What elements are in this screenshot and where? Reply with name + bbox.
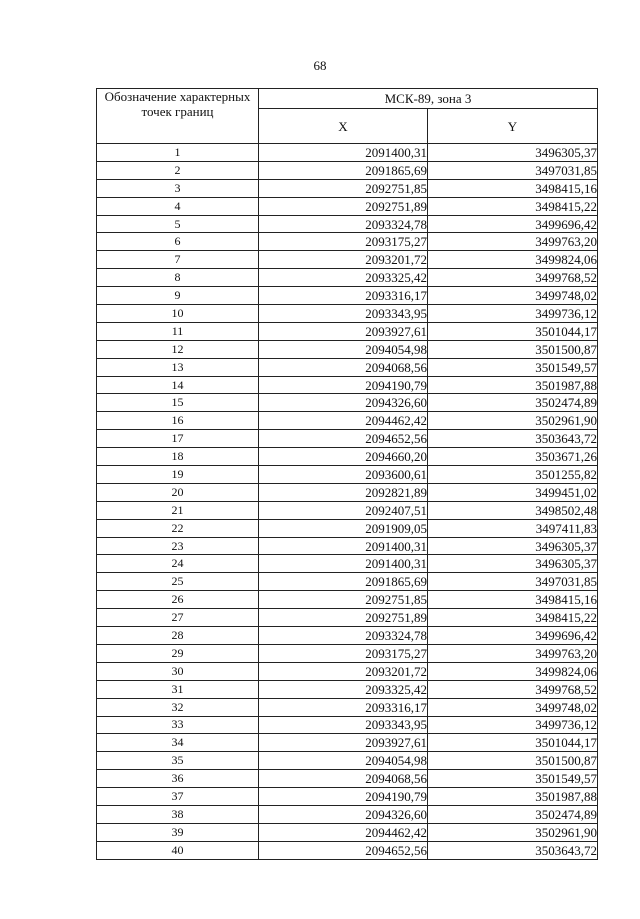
table-row — [97, 483, 598, 501]
table-row — [97, 609, 598, 627]
y-coordinate-cell: 3497411,83 — [428, 519, 598, 537]
table-row — [97, 537, 598, 555]
x-coordinate-cell: 2093343,95 — [259, 716, 428, 734]
y-coordinate-cell: 3498415,22 — [428, 609, 598, 627]
y-coordinate-cell: 3496305,37 — [428, 144, 598, 162]
point-number-cell: 31 — [97, 680, 259, 698]
table-row — [97, 269, 598, 287]
x-coordinate-cell: 2094652,56 — [259, 430, 428, 448]
x-coordinate-cell: 2093927,61 — [259, 734, 428, 752]
x-coordinate-cell: 2094326,60 — [259, 394, 428, 412]
table-row — [97, 340, 598, 358]
y-coordinate-cell: 3499768,52 — [428, 269, 598, 287]
point-number-cell: 9 — [97, 287, 259, 305]
x-coordinate-cell: 2094190,79 — [259, 788, 428, 806]
y-coordinate-cell: 3499824,06 — [428, 251, 598, 269]
y-coordinate-cell: 3499763,20 — [428, 644, 598, 662]
y-coordinate-cell: 3496305,37 — [428, 537, 598, 555]
x-coordinate-cell: 2093927,61 — [259, 322, 428, 340]
table-row — [97, 788, 598, 806]
table-row — [97, 752, 598, 770]
point-number-cell: 12 — [97, 340, 259, 358]
x-coordinate-cell: 2094068,56 — [259, 770, 428, 788]
x-coordinate-cell: 2093324,78 — [259, 627, 428, 645]
y-coordinate-cell: 3499696,42 — [428, 627, 598, 645]
x-coordinate-cell: 2092751,89 — [259, 197, 428, 215]
table-row — [97, 805, 598, 823]
y-coordinate-cell: 3501987,88 — [428, 788, 598, 806]
x-coordinate-cell: 2093343,95 — [259, 305, 428, 323]
point-number-cell: 5 — [97, 215, 259, 233]
table-row — [97, 644, 598, 662]
point-designation-header: Обозначение характерных точек границ — [97, 89, 259, 144]
y-coordinate-cell: 3502474,89 — [428, 394, 598, 412]
table-row — [97, 251, 598, 269]
y-coordinate-cell: 3499768,52 — [428, 680, 598, 698]
point-number-cell: 24 — [97, 555, 259, 573]
point-number-cell: 18 — [97, 448, 259, 466]
point-number-cell: 17 — [97, 430, 259, 448]
x-coordinate-cell: 2092407,51 — [259, 501, 428, 519]
point-number-cell: 19 — [97, 466, 259, 484]
point-number-cell: 38 — [97, 805, 259, 823]
table-row — [97, 716, 598, 734]
point-number-cell: 39 — [97, 823, 259, 841]
point-number-cell: 37 — [97, 788, 259, 806]
y-coordinate-cell: 3502961,90 — [428, 412, 598, 430]
point-number-cell: 33 — [97, 716, 259, 734]
point-number-cell: 26 — [97, 591, 259, 609]
table-row — [97, 161, 598, 179]
table-row — [97, 555, 598, 573]
table-header — [97, 89, 598, 144]
point-number-cell: 2 — [97, 161, 259, 179]
table-row — [97, 412, 598, 430]
point-number-cell: 11 — [97, 322, 259, 340]
point-number-cell: 34 — [97, 734, 259, 752]
y-coordinate-cell: 3497031,85 — [428, 161, 598, 179]
x-coordinate-cell: 2094652,56 — [259, 841, 428, 859]
y-coordinate-cell: 3499748,02 — [428, 698, 598, 716]
x-coordinate-cell: 2093175,27 — [259, 644, 428, 662]
y-coordinate-cell: 3501255,82 — [428, 466, 598, 484]
point-number-cell: 7 — [97, 251, 259, 269]
point-number-cell: 8 — [97, 269, 259, 287]
page-number: 68 — [313, 58, 327, 73]
table-row — [97, 591, 598, 609]
point-number-cell: 28 — [97, 627, 259, 645]
y-coordinate-cell: 3497031,85 — [428, 573, 598, 591]
x-coordinate-cell: 2093325,42 — [259, 680, 428, 698]
y-coordinate-cell: 3501549,57 — [428, 770, 598, 788]
point-number-cell: 4 — [97, 197, 259, 215]
x-coordinate-cell: 2093201,72 — [259, 251, 428, 269]
y-coordinate-cell: 3501549,57 — [428, 358, 598, 376]
table-row — [97, 144, 598, 162]
table-row — [97, 519, 598, 537]
point-number-cell: 14 — [97, 376, 259, 394]
coordinates-table — [96, 88, 598, 860]
x-coordinate-cell: 2093325,42 — [259, 269, 428, 287]
point-number-cell: 36 — [97, 770, 259, 788]
y-coordinate-cell: 3498415,22 — [428, 197, 598, 215]
y-coordinate-cell: 3501987,88 — [428, 376, 598, 394]
x-coordinate-cell: 2094054,98 — [259, 752, 428, 770]
table-row — [97, 215, 598, 233]
x-coordinate-cell: 2094054,98 — [259, 340, 428, 358]
x-coordinate-cell: 2093600,61 — [259, 466, 428, 484]
table-row — [97, 841, 598, 859]
y-coordinate-cell: 3499824,06 — [428, 662, 598, 680]
point-number-cell: 15 — [97, 394, 259, 412]
table-row — [97, 662, 598, 680]
coordinate-system-header: МСК-89, зона 3 — [259, 89, 598, 109]
y-coordinate-cell: 3503671,26 — [428, 448, 598, 466]
table-row — [97, 233, 598, 251]
y-coordinate-cell: 3499451,02 — [428, 483, 598, 501]
x-coordinate-cell: 2092751,89 — [259, 609, 428, 627]
y-coordinate-cell: 3498415,16 — [428, 179, 598, 197]
x-coordinate-cell: 2093201,72 — [259, 662, 428, 680]
table-row — [97, 197, 598, 215]
point-number-cell: 21 — [97, 501, 259, 519]
table-row — [97, 698, 598, 716]
y-column-header: Y — [428, 109, 598, 144]
point-number-cell: 10 — [97, 305, 259, 323]
x-coordinate-cell: 2091909,05 — [259, 519, 428, 537]
point-number-cell: 23 — [97, 537, 259, 555]
y-coordinate-cell: 3501500,87 — [428, 752, 598, 770]
x-column-header: X — [259, 109, 428, 144]
x-coordinate-cell: 2092821,89 — [259, 483, 428, 501]
y-coordinate-cell: 3502961,90 — [428, 823, 598, 841]
y-coordinate-cell: 3501500,87 — [428, 340, 598, 358]
y-coordinate-cell: 3499696,42 — [428, 215, 598, 233]
table-row — [97, 501, 598, 519]
point-number-cell: 1 — [97, 144, 259, 162]
table-row — [97, 179, 598, 197]
table-row — [97, 448, 598, 466]
point-number-cell: 3 — [97, 179, 259, 197]
point-number-cell: 30 — [97, 662, 259, 680]
y-coordinate-cell: 3499736,12 — [428, 305, 598, 323]
x-coordinate-cell: 2091865,69 — [259, 161, 428, 179]
table-row — [97, 466, 598, 484]
y-coordinate-cell: 3499736,12 — [428, 716, 598, 734]
x-coordinate-cell: 2092751,85 — [259, 591, 428, 609]
point-number-cell: 20 — [97, 483, 259, 501]
x-coordinate-cell: 2094462,42 — [259, 823, 428, 841]
x-coordinate-cell: 2091865,69 — [259, 573, 428, 591]
table-row — [97, 823, 598, 841]
y-coordinate-cell: 3501044,17 — [428, 734, 598, 752]
y-coordinate-cell: 3501044,17 — [428, 322, 598, 340]
table-row — [97, 573, 598, 591]
table-row — [97, 287, 598, 305]
x-coordinate-cell: 2094660,20 — [259, 448, 428, 466]
y-coordinate-cell: 3499763,20 — [428, 233, 598, 251]
point-number-cell: 35 — [97, 752, 259, 770]
y-coordinate-cell: 3498415,16 — [428, 591, 598, 609]
x-coordinate-cell: 2094190,79 — [259, 376, 428, 394]
table-row — [97, 394, 598, 412]
table-row — [97, 430, 598, 448]
header-row-top — [97, 89, 598, 109]
table-body — [97, 144, 598, 860]
x-coordinate-cell: 2093316,17 — [259, 698, 428, 716]
x-coordinate-cell: 2091400,31 — [259, 555, 428, 573]
y-coordinate-cell: 3498502,48 — [428, 501, 598, 519]
y-coordinate-cell: 3496305,37 — [428, 555, 598, 573]
point-number-cell: 29 — [97, 644, 259, 662]
table-row — [97, 627, 598, 645]
x-coordinate-cell: 2094068,56 — [259, 358, 428, 376]
y-coordinate-cell: 3499748,02 — [428, 287, 598, 305]
point-number-cell: 6 — [97, 233, 259, 251]
point-number-cell: 32 — [97, 698, 259, 716]
table-row — [97, 358, 598, 376]
table-row — [97, 734, 598, 752]
x-coordinate-cell: 2092751,85 — [259, 179, 428, 197]
x-coordinate-cell: 2091400,31 — [259, 144, 428, 162]
point-number-cell: 25 — [97, 573, 259, 591]
y-coordinate-cell: 3503643,72 — [428, 430, 598, 448]
x-coordinate-cell: 2091400,31 — [259, 537, 428, 555]
point-number-cell: 13 — [97, 358, 259, 376]
point-number-cell: 40 — [97, 841, 259, 859]
table-row — [97, 305, 598, 323]
x-coordinate-cell: 2094462,42 — [259, 412, 428, 430]
point-number-cell: 16 — [97, 412, 259, 430]
x-coordinate-cell: 2094326,60 — [259, 805, 428, 823]
table-row — [97, 680, 598, 698]
x-coordinate-cell: 2093324,78 — [259, 215, 428, 233]
table-row — [97, 770, 598, 788]
x-coordinate-cell: 2093316,17 — [259, 287, 428, 305]
table-row — [97, 376, 598, 394]
y-coordinate-cell: 3503643,72 — [428, 841, 598, 859]
point-number-cell: 27 — [97, 609, 259, 627]
y-coordinate-cell: 3502474,89 — [428, 805, 598, 823]
table-row — [97, 322, 598, 340]
x-coordinate-cell: 2093175,27 — [259, 233, 428, 251]
point-number-cell: 22 — [97, 519, 259, 537]
